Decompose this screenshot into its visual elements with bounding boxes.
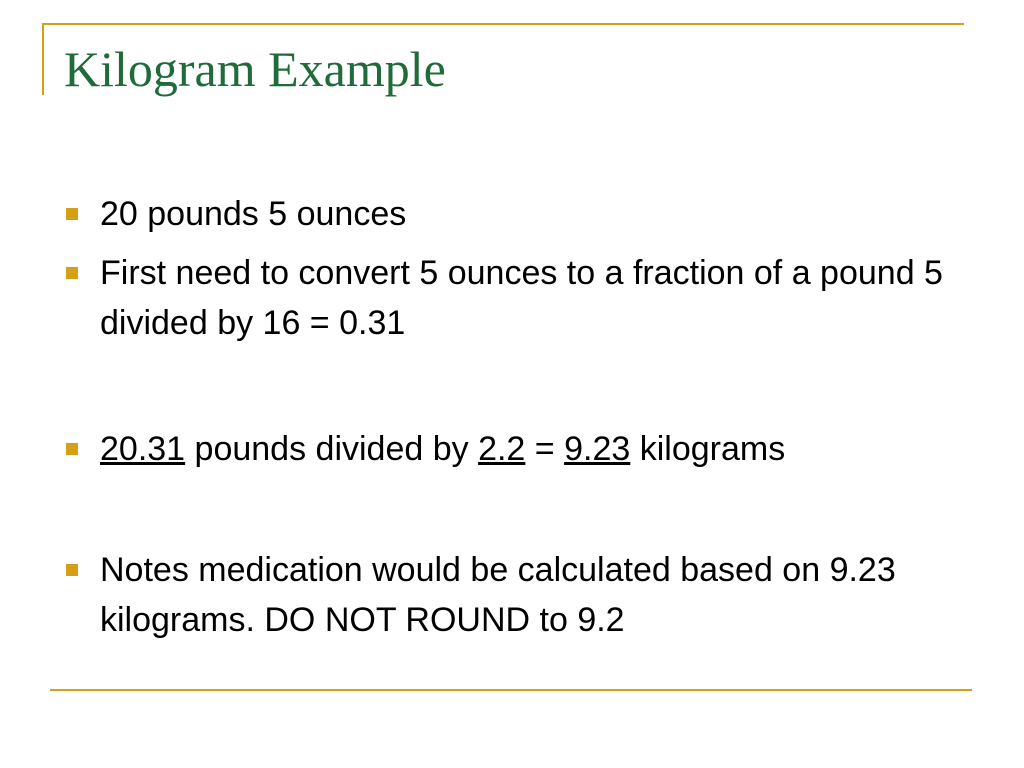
calc-text-c: kilograms — [630, 430, 786, 468]
bullet-item — [62, 189, 972, 239]
footer-rule — [50, 689, 972, 691]
bullet-text-calculation — [100, 424, 972, 474]
bullet-item — [62, 545, 972, 645]
result-value: 9.23 — [564, 430, 631, 468]
bullet-text: 20 pounds 5 ounces — [100, 195, 407, 233]
calc-text-b: = — [525, 430, 565, 468]
bullet-item — [62, 248, 972, 348]
bullet-text: First need to convert 5 ounces to a fraction of a pound 5 divided by 16 = 0.31 — [100, 254, 943, 342]
divisor-value: 2.2 — [478, 430, 526, 468]
pounds-value: 20.31 — [100, 430, 186, 468]
square-bullet-icon — [66, 267, 78, 279]
bullet-text: Notes medication would be calculated based on 9.23 kilograms. DO NOT ROUND to 9.2 — [100, 551, 896, 639]
square-bullet-icon — [66, 564, 78, 576]
square-bullet-icon — [66, 443, 78, 455]
slide-title: Kilogram Example — [64, 41, 446, 97]
calc-text-a: pounds divided by — [185, 430, 479, 468]
bullet-item — [62, 424, 972, 474]
square-bullet-icon — [66, 208, 78, 220]
